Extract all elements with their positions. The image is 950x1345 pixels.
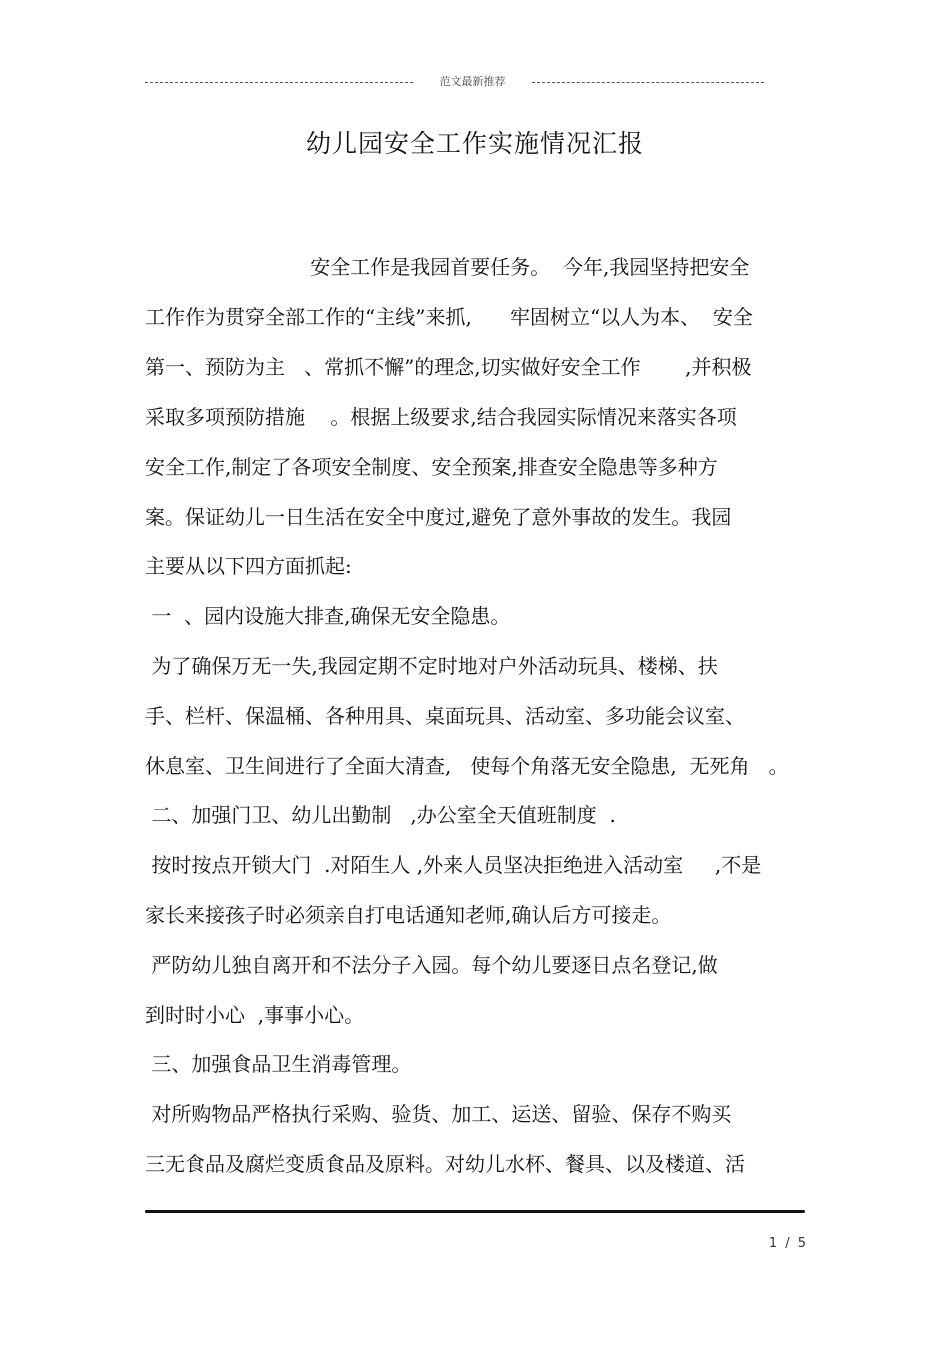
- body-line: 休息室、卫生间进行了全面大清查, 使每个角落无安全隐患, 无死角 。: [145, 754, 789, 778]
- header-label: 范文最新推荐: [439, 75, 506, 88]
- section-heading: 二、加强门卫、幼儿出勤制 ,办公室全天值班制度 .: [145, 803, 616, 827]
- section-heading: 三、加强食品卫生消毒管理。: [145, 1052, 412, 1076]
- body-line: 三无食品及腐烂变质食品及原料。对幼儿水杯、餐具、以及楼道、活: [145, 1152, 745, 1176]
- page-number: 1 / 5: [768, 1236, 808, 1251]
- body-line: 安全工作,制定了各项安全制度、安全预案,排查安全隐患等多种方: [145, 455, 718, 479]
- body-line: 按时按点开锁大门 .对陌生人 ,外来人员坚决拒绝进入活动室 ,不是: [145, 853, 762, 877]
- footer-rule: [145, 1210, 805, 1213]
- body-line: 主要从以下四方面抓起:: [145, 554, 352, 578]
- document-title: 幼儿园安全工作实施情况汇报: [305, 129, 644, 158]
- body-line: 案。保证幼儿一日生活在安全中度过,避免了意外事故的发生。我园: [145, 505, 732, 529]
- body-line: 第一、预防为主 、常抓不懈”的理念,切实做好安全工作 ,并积极: [145, 355, 752, 379]
- body-line: 工作作为贯穿全部工作的“主线”来抓, 牢固树立“以人为本、 安全: [145, 305, 753, 329]
- body-line: 对所购物品严格执行采购、验货、加工、运送、留验、保存不购买: [145, 1102, 732, 1126]
- header-dashed-line-left: [145, 82, 413, 83]
- header-dashed-line-right: [532, 82, 764, 83]
- section-heading: 一 、园内设施大排查,确保无安全隐患。: [145, 604, 511, 628]
- body-line: 家长来接孩子时必须亲自打电话通知老师,确认后方可接走。: [145, 903, 672, 927]
- body-line: 安全工作是我园首要任务。 今年,我园坚持把安全: [145, 255, 750, 279]
- body-line: 到时时小心 ,事事小心。: [145, 1003, 365, 1027]
- body-line: 手、栏杆、保温桶、各种用具、桌面玩具、活动室、多功能会议室、: [145, 704, 745, 728]
- body-line: 严防幼儿独自离开和不法分子入园。每个幼儿要逐日点名登记,做: [145, 953, 718, 977]
- body-line: 采取多项预防措施 。根据上级要求,结合我园实际情况来落实各项: [145, 405, 737, 429]
- body-line: 为了确保万无一失,我园定期不定时地对户外活动玩具、楼梯、扶: [145, 654, 718, 678]
